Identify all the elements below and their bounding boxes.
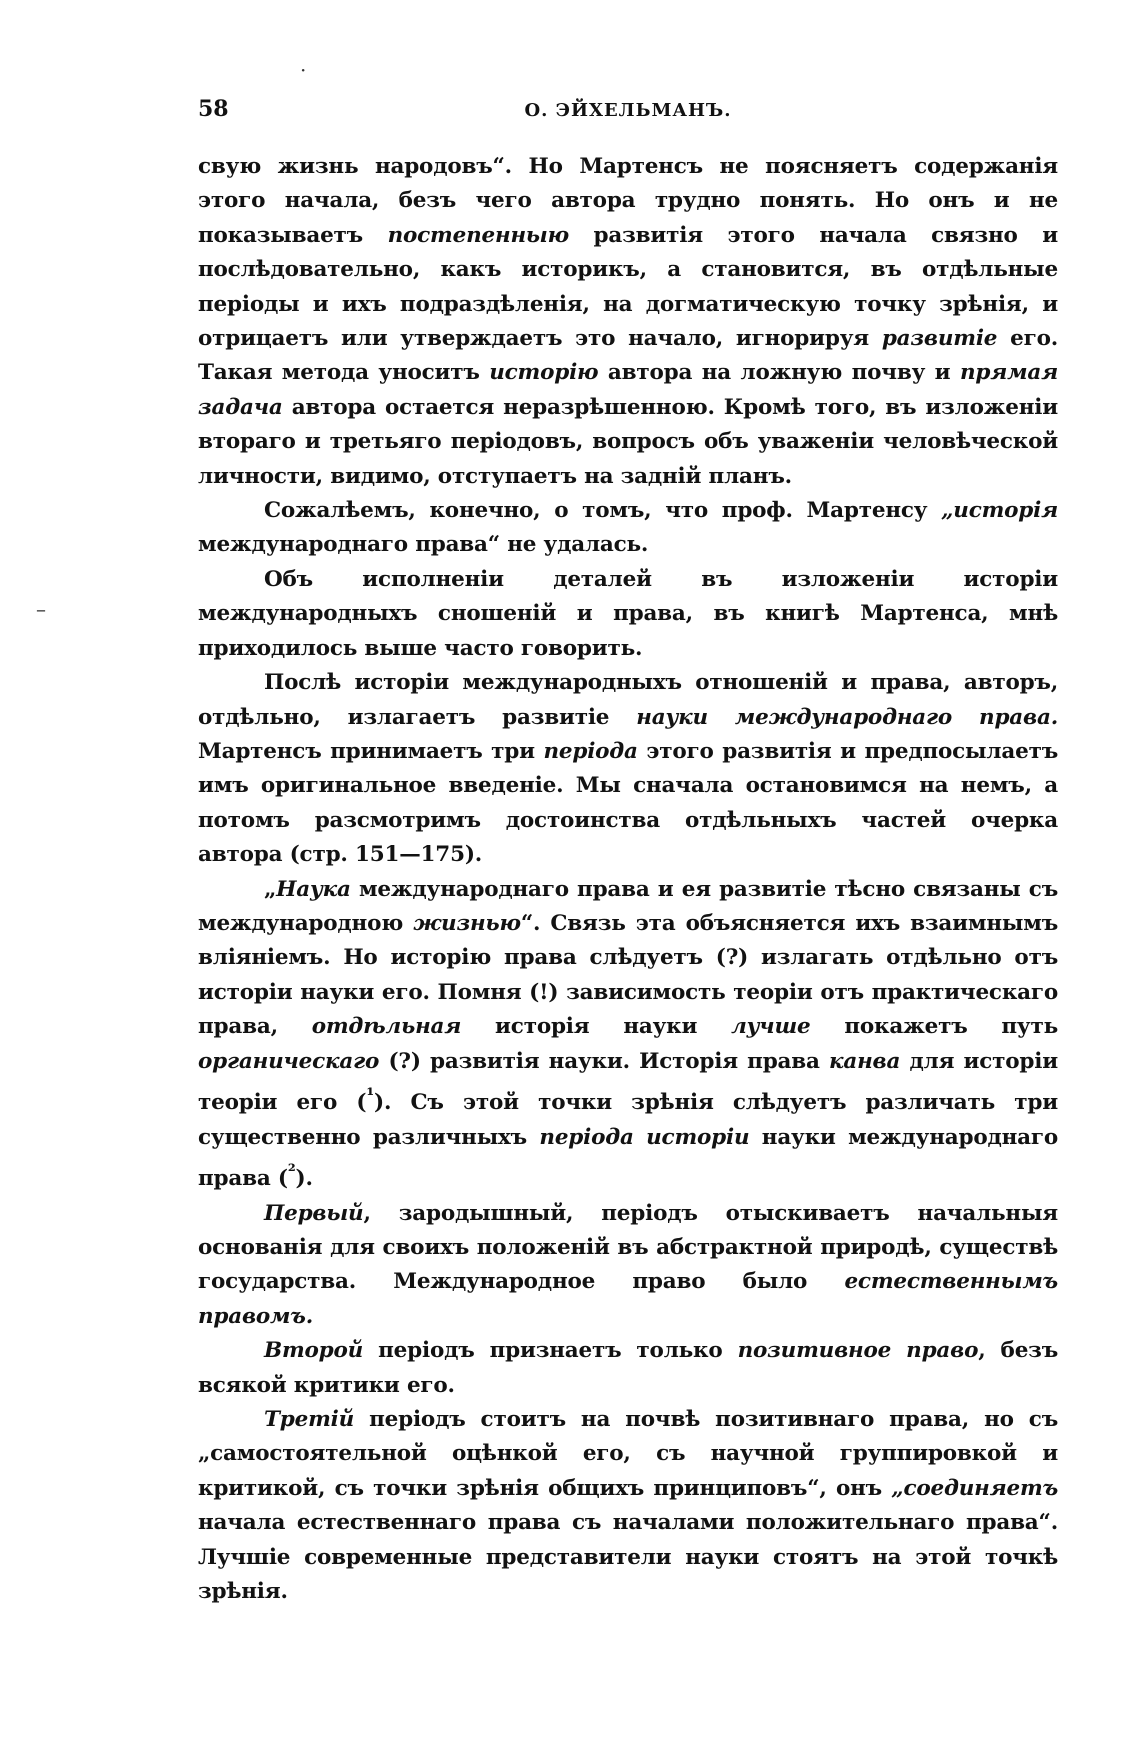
text-run: науки международнаго права ( bbox=[198, 1124, 1058, 1192]
stray-dot-mark: · bbox=[300, 58, 307, 82]
text-run: для исторіи теоріи его ( bbox=[198, 1048, 1058, 1116]
paragraph bbox=[198, 1334, 1058, 1403]
text-run: , безъ всякой критики его. bbox=[198, 1338, 1058, 1398]
text-run: международнаго права“ не удалась. bbox=[198, 532, 649, 558]
text-run: международнаго права и ея развитіе тѣсно связаны съ международною bbox=[198, 876, 1058, 936]
italic-run: лучше bbox=[731, 1014, 811, 1040]
paragraph bbox=[198, 1403, 1058, 1609]
text-run: ). bbox=[295, 1166, 313, 1192]
text-run: періодъ стоитъ на почвѣ позитивнаго права, но съ „самостоятельной оцѣнкой его, съ научной группировкой и критикой, съ точки зрѣнія общихъ принциповъ“, онъ bbox=[198, 1406, 1058, 1501]
running-head bbox=[198, 96, 1058, 128]
text-run: (?) развитія науки. Исторія права bbox=[379, 1048, 829, 1074]
text-run: періодъ признаетъ только bbox=[363, 1338, 738, 1364]
italic-run: естественнымъ правомъ. bbox=[198, 1269, 1058, 1329]
italic-run: Второй bbox=[264, 1338, 364, 1364]
text-run: Послѣ исторіи международныхъ отношеній и права, авторъ, отдѣльно, излагаетъ развитіе bbox=[198, 670, 1058, 730]
text-run: Объ исполненіи деталей въ изложеніи исторіи международныхъ сношеній и права, въ книгѣ Мартенса, мнѣ приходилось выше часто говорить. bbox=[198, 566, 1058, 661]
page-number: 58 bbox=[198, 96, 229, 122]
body-text bbox=[198, 150, 1058, 1609]
italic-run: Наука bbox=[276, 876, 351, 902]
italic-run: отдѣльная bbox=[311, 1014, 462, 1040]
paragraph bbox=[198, 494, 1058, 563]
italic-run: Третій bbox=[264, 1406, 355, 1432]
italic-run: канва bbox=[829, 1048, 901, 1074]
italic-run: органическаго bbox=[198, 1048, 380, 1074]
italic-run: жизнью bbox=[413, 910, 521, 936]
italic-run: „исторія bbox=[941, 498, 1058, 524]
text-run: свую жизнь народовъ“. Но Мартенсъ не поясняетъ содержанія этого начала, безъ чего автора трудно понять. Но онъ и не показываетъ bbox=[198, 154, 1058, 248]
text-run: „ bbox=[264, 876, 277, 902]
text-run: “. Связь эта объясняется ихъ взаимнымъ вліяніемъ. Но исторію права слѣдуетъ (?) излагать отдѣльно отъ исторіи науки его. Помня (!) зависимость теоріи отъ практическаго права, bbox=[198, 910, 1058, 1040]
margin-dash-mark: – bbox=[36, 597, 46, 621]
italic-run: науки международнаго права. bbox=[636, 704, 1058, 730]
text-run: Мартенсъ принимаетъ три bbox=[198, 738, 544, 764]
italic-run: развитіе bbox=[881, 326, 998, 352]
text-run: начала естественнаго права съ началами положительнаго права“. Лучшіе современные представители науки стоятъ на этой точкѣ зрѣнія. bbox=[198, 1510, 1058, 1604]
text-run: Сожалѣемъ, конечно, о томъ, что проф. Мартенсу bbox=[264, 498, 942, 524]
paragraph bbox=[198, 873, 1058, 1197]
running-title: О. ЭЙХЕЛЬМАНЪ. bbox=[524, 100, 732, 121]
italic-run: исторію bbox=[489, 360, 599, 386]
text-run: , зародышный, періодъ отыскиваетъ начальныя основанія для своихъ положеній въ абстрактной природѣ, существѣ государства. Международное право было bbox=[198, 1200, 1058, 1295]
footnote-ref: ² bbox=[287, 1160, 296, 1182]
paragraph bbox=[198, 563, 1058, 666]
text-run: автора остается неразрѣшенною. Кромѣ того, въ изложеніи втораго и третьяго періодовъ, вопросъ объ уваженіи человѣческой личности, видимо, отступаетъ на задній планъ. bbox=[198, 394, 1058, 489]
italic-run: „соединяетъ bbox=[891, 1475, 1058, 1501]
paragraph bbox=[198, 666, 1058, 872]
italic-run: позитивное право bbox=[737, 1338, 979, 1364]
paragraph bbox=[198, 1197, 1058, 1335]
text-run: этого развитія и предпосылаетъ имъ оригинальное введеніе. Мы сначала остановимся на немъ, а потомъ разсмотримъ достоинства отдѣльныхъ частей очерка автора (стр. 151—175). bbox=[198, 738, 1058, 868]
italic-run: Первый bbox=[264, 1200, 364, 1226]
paragraph bbox=[198, 150, 1058, 494]
italic-run: періода bbox=[543, 738, 638, 764]
text-run: исторія науки bbox=[461, 1014, 732, 1040]
footnote-ref: ¹ bbox=[366, 1084, 374, 1106]
italic-run: прямая задача bbox=[198, 360, 1059, 420]
text-run: развитія этого начала связно и послѣдовательно, какъ историкъ, а становится, въ отдѣльные періоды и ихъ подраздѣленія, на догматическую точку зрѣнія, и отрицаетъ или утверждаетъ это начало, игнорируя bbox=[198, 222, 1058, 352]
italic-run: періода исторіи bbox=[539, 1124, 750, 1150]
text-run: ). Съ этой точки зрѣнія слѣдуетъ различать три существенно различныхъ bbox=[198, 1090, 1058, 1150]
italic-run: постепенныю bbox=[387, 222, 569, 248]
text-run: автора на ложную почву и bbox=[598, 360, 960, 386]
text-run: его. Такая метода уноситъ bbox=[198, 326, 1058, 386]
text-run: покажетъ путь bbox=[810, 1014, 1058, 1040]
